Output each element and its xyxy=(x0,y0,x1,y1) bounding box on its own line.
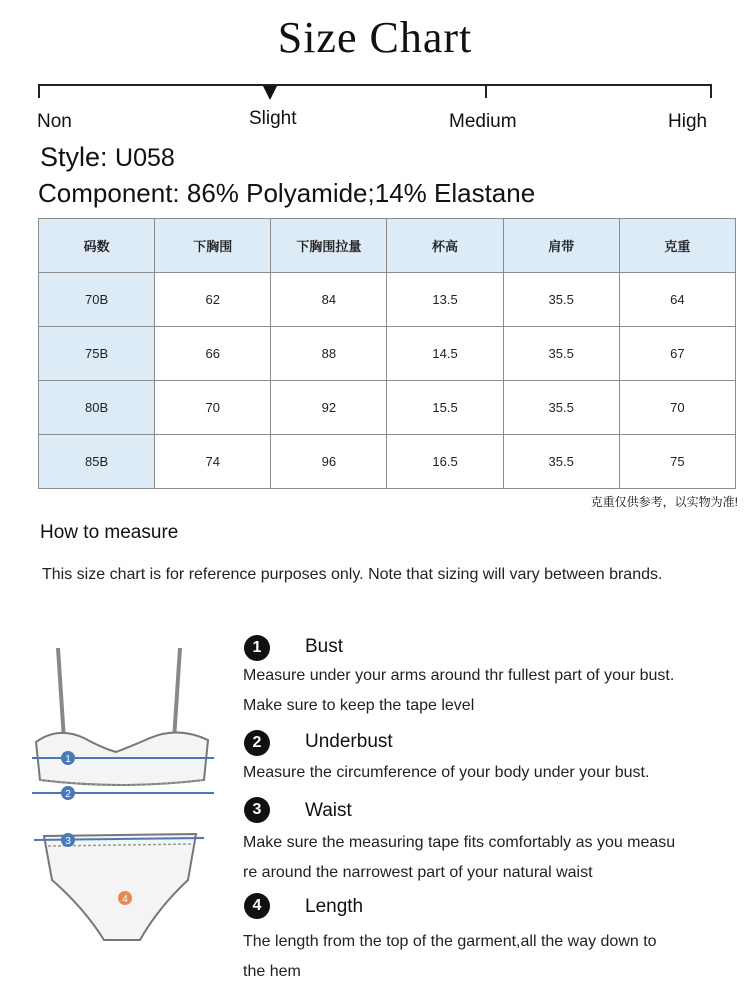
table-header-cell: 杯高 xyxy=(387,219,503,273)
table-cell: 70 xyxy=(619,381,735,435)
bra-strap-left xyxy=(58,648,64,740)
table-cell: 35.5 xyxy=(503,435,619,489)
step-3-line: Make sure the measuring tape fits comfortably as you measu xyxy=(243,834,676,851)
marker-2-label: 2 xyxy=(65,789,71,800)
stretch-label-high: High xyxy=(668,111,708,132)
table-cell: 70 xyxy=(155,381,271,435)
step-1-text xyxy=(243,661,733,721)
marker-1-label: 1 xyxy=(65,754,71,765)
table-cell: 84 xyxy=(271,273,387,327)
stretch-scale-tick-high xyxy=(710,84,712,98)
how-to-measure-description: This size chart is for reference purposes only. Note that sizing will vary between brands. xyxy=(42,566,663,583)
table-cell-size: 70B xyxy=(39,273,155,327)
table-cell: 13.5 xyxy=(387,273,503,327)
stretch-scale-line xyxy=(38,84,712,86)
panty-outline xyxy=(44,834,196,940)
step-2-text xyxy=(243,758,733,788)
step-1-title: Bust xyxy=(305,636,344,657)
step-4-line: The length from the top of the garment,all the way down to xyxy=(243,933,657,950)
step-1-line: Measure under your arms around thr fullest part of your bust. xyxy=(243,667,675,684)
table-cell-size: 80B xyxy=(39,381,155,435)
step-3-text xyxy=(243,828,733,888)
table-cell: 74 xyxy=(155,435,271,489)
page-title: Size Chart xyxy=(277,13,473,62)
table-row xyxy=(39,435,736,489)
component-line: Component: 86% Polyamide;14% Elastane xyxy=(38,178,536,208)
step-3-line: re around the narrowest part of your natural waist xyxy=(243,864,593,881)
table-header-cell: 下胸围 xyxy=(155,219,271,273)
stretch-scale-pointer-icon xyxy=(263,86,277,100)
style-label: Style: xyxy=(40,142,108,172)
step-1-line: Make sure to keep the tape level xyxy=(243,697,475,714)
stretch-scale-tick-medium xyxy=(485,84,487,98)
style-line xyxy=(40,142,175,173)
step-2-number-icon: 2 xyxy=(244,730,270,756)
stretch-scale xyxy=(0,0,750,140)
table-cell: 62 xyxy=(155,273,271,327)
table-cell: 64 xyxy=(619,273,735,327)
marker-4-label: 4 xyxy=(122,894,128,905)
stretch-label-slight: Slight xyxy=(249,108,297,129)
how-to-measure-title: How to measure xyxy=(40,522,179,543)
stretch-label-medium: Medium xyxy=(449,111,517,132)
weight-note: 克重仅供参考，以实物为准! xyxy=(590,495,738,509)
table-header-cell: 下胸围拉量 xyxy=(271,219,387,273)
table-cell: 35.5 xyxy=(503,273,619,327)
table-cell: 15.5 xyxy=(387,381,503,435)
stretch-label-non: Non xyxy=(37,111,72,132)
step-4-line: the hem xyxy=(243,963,301,980)
table-cell: 16.5 xyxy=(387,435,503,489)
table-header-cell: 码数 xyxy=(39,219,155,273)
step-2-title: Underbust xyxy=(305,731,393,752)
step-1-number-icon: 1 xyxy=(244,635,270,661)
step-4-title: Length xyxy=(305,896,364,917)
step-2-line: Measure the circumference of your body under your bust. xyxy=(243,764,650,781)
table-cell: 35.5 xyxy=(503,381,619,435)
garment-illustration xyxy=(28,640,218,970)
table-cell: 96 xyxy=(271,435,387,489)
table-cell: 88 xyxy=(271,327,387,381)
table-cell-size: 75B xyxy=(39,327,155,381)
table-row xyxy=(39,327,736,381)
step-4-text xyxy=(243,927,733,987)
table-cell: 92 xyxy=(271,381,387,435)
bra-strap-right xyxy=(174,648,180,740)
size-table xyxy=(38,218,736,489)
stretch-scale-tick-non xyxy=(38,84,40,98)
table-cell: 75 xyxy=(619,435,735,489)
table-cell-size: 85B xyxy=(39,435,155,489)
step-3-title: Waist xyxy=(305,800,352,821)
table-cell: 66 xyxy=(155,327,271,381)
table-cell: 35.5 xyxy=(503,327,619,381)
table-header-row xyxy=(39,219,736,273)
table-header-cell: 肩带 xyxy=(503,219,619,273)
marker-3-label: 3 xyxy=(65,836,71,847)
table-header-cell: 克重 xyxy=(619,219,735,273)
style-value: U058 xyxy=(115,144,175,172)
table-cell: 14.5 xyxy=(387,327,503,381)
table-row xyxy=(39,381,736,435)
table-row xyxy=(39,273,736,327)
step-3-number-icon: 3 xyxy=(244,797,270,823)
table-cell: 67 xyxy=(619,327,735,381)
step-4-number-icon: 4 xyxy=(244,893,270,919)
